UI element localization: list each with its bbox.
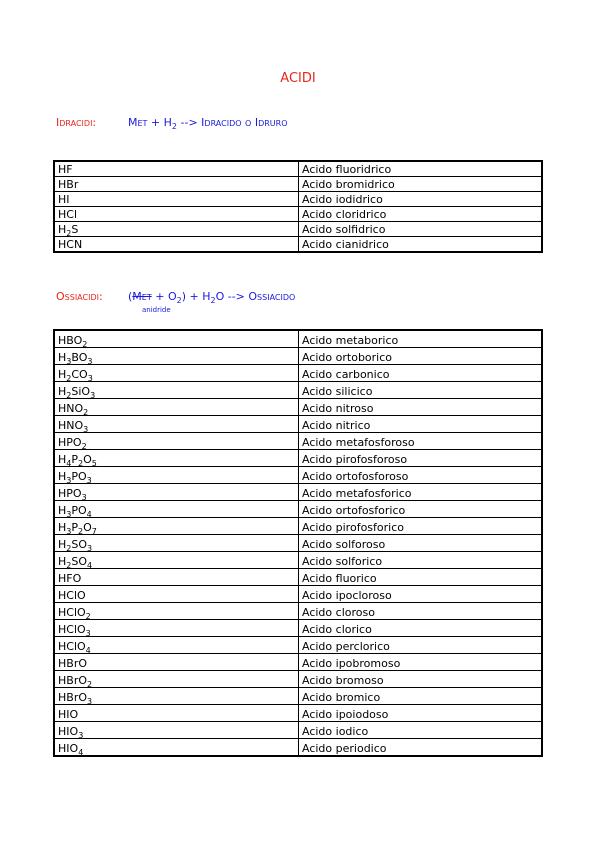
acid-formula: $HNO_2$ [54,399,299,416]
ossiacidi-label: Ossiacidi: [56,290,103,303]
table-row [54,569,542,586]
acid-formula: $H_2S$ [54,222,299,237]
table-row [54,739,542,757]
acid-formula: $H_3PO_4$ [54,501,299,518]
idracidi-formula: Met + $H_2$ --> Idracido o Idruro [128,116,288,132]
acid-formula: HBrO$_2$ [54,671,299,688]
table-row [54,416,542,433]
acid-name: Acido ortofosforico [299,501,543,518]
acid-name: Acido clorico [299,620,543,637]
table-row [54,518,542,535]
acid-name: Acido cianidrico [299,237,543,253]
acid-formula: $HPO_2$ [54,433,299,450]
acid-name: Acido periodico [299,739,543,757]
ossiacidi-table [53,329,543,757]
table-row [54,603,542,620]
acid-name: Acido ipobromoso [299,654,543,671]
idracidi-label: Idracidi: [56,116,97,129]
table-row [54,467,542,484]
acid-name: Acido nitroso [299,399,543,416]
acid-formula: $H_3P_2O_7$ [54,518,299,535]
acid-formula: $HBO_2$ [54,330,299,348]
table-row [54,450,542,467]
table-row [54,637,542,654]
acid-formula: $H_2CO_3$ [54,365,299,382]
acid-formula: HI [54,192,299,207]
acid-formula: HClO$_3$ [54,620,299,637]
acid-name: Acido solfidrico [299,222,543,237]
acid-name: Acido solforoso [299,535,543,552]
acid-formula: $H_2SO_3$ [54,535,299,552]
acid-formula: HBr [54,177,299,192]
anidride-annotation: anidride [142,306,171,314]
table-row [54,654,542,671]
acid-formula: $H_2SiO_3$ [54,382,299,399]
acid-name: Acido solforico [299,552,543,569]
acid-name: Acido pirofosforico [299,518,543,535]
acid-name: Acido fluoridrico [299,161,543,177]
acid-formula: HCl [54,207,299,222]
acid-name: Acido ortoborico [299,348,543,365]
acid-formula: $HIO_4$ [54,739,299,757]
table-row [54,161,542,177]
acid-name: Acido ipoiodoso [299,705,543,722]
acid-name: Acido cloroso [299,603,543,620]
table-row [54,535,542,552]
table-row [54,348,542,365]
table-row [54,722,542,739]
acid-formula: HClO [54,586,299,603]
acid-formula: $H_3BO_3$ [54,348,299,365]
acid-name: Acido silicico [299,382,543,399]
acid-formula: HClO$_2$ [54,603,299,620]
acid-name: Acido nitrico [299,416,543,433]
table-row [54,207,542,222]
idracidi-table [53,160,543,253]
acid-name: Acido bromidrico [299,177,543,192]
table-row [54,705,542,722]
acid-name: Acido metafosforoso [299,433,543,450]
table-row [54,586,542,603]
acid-name: Acido pirofosforoso [299,450,543,467]
table-row [54,365,542,382]
table-row [54,382,542,399]
table-row [54,671,542,688]
acid-formula: $HPO_3$ [54,484,299,501]
table-row [54,433,542,450]
table-row [54,192,542,207]
acid-formula: $HIO_3$ [54,722,299,739]
acid-formula: HIO [54,705,299,722]
table-row [54,330,542,348]
acid-formula: HF [54,161,299,177]
acid-formula: $H_3PO_3$ [54,467,299,484]
acid-name: Acido metafosforico [299,484,543,501]
acid-name: Acido bromico [299,688,543,705]
table-row [54,552,542,569]
acid-formula: HClO$_4$ [54,637,299,654]
table-row [54,484,542,501]
acid-name: Acido ipocloroso [299,586,543,603]
table-row [54,237,542,253]
acid-name: Acido fluorico [299,569,543,586]
table-row [54,177,542,192]
acid-formula: $HNO_3$ [54,416,299,433]
acid-name: Acido iodidrico [299,192,543,207]
acid-name: Acido perclorico [299,637,543,654]
acid-name: Acido iodico [299,722,543,739]
acid-name: Acido carbonico [299,365,543,382]
acid-name: Acido bromoso [299,671,543,688]
acid-formula: HFO [54,569,299,586]
table-row [54,501,542,518]
acid-formula: HBrO [54,654,299,671]
acid-formula: HBrO$_3$ [54,688,299,705]
table-row [54,399,542,416]
acid-name: Acido metaborico [299,330,543,348]
table-row [54,620,542,637]
acid-formula: $H_4P_2O_5$ [54,450,299,467]
acid-formula: $H_2SO_4$ [54,552,299,569]
acid-name: Acido ortofosforoso [299,467,543,484]
table-row [54,222,542,237]
table-row [54,688,542,705]
acid-name: Acido cloridrico [299,207,543,222]
ossiacidi-formula: $(Met + O_2) + H_2O$ --> Ossiacido [128,290,296,306]
acid-formula: HCN [54,237,299,253]
page-title: ACIDI [280,71,316,86]
